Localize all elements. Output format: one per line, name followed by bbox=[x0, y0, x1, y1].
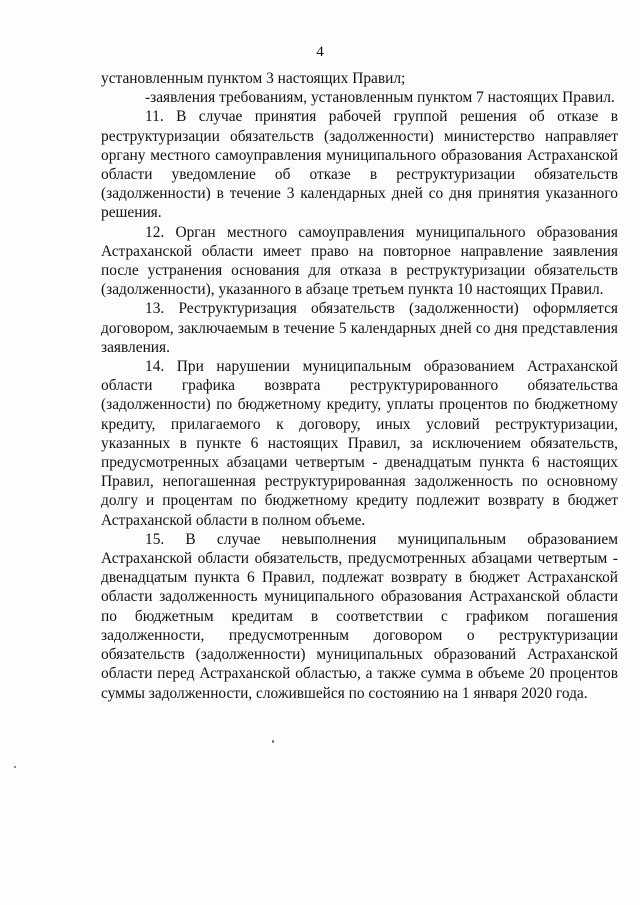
paragraph-item-15: 15. В случае невыполнения муниципальным образованием Астраханской области обязательств, предусмотренных абзацами четвертым - двенадцатым пункта 6 Правил, подлежат возврату в бюджет Астраханской области задолженность муниципального образования Астраханской области по бюджетным кредитам в соответствии с графиком погашения задолженности, предусмотренным договором о реструктуризации обязательств (задолженности) муниципальных образований Астраханской области перед Астраханской областью, а также сумма в объеме 20 процентов суммы задолженности, сложившейся по состоянию на 1 января 2020 года. bbox=[101, 530, 618, 702]
paragraph-continuation: установленным пунктом 3 настоящих Правил; bbox=[101, 70, 406, 87]
paragraph-item-11: 11. В случае принятия рабочей группой решения об отказе в реструктуризации обязательств (задолженности) министерство направляет органу местного самоуправления муниципального образования Астраханской области уведомление об отказе в реструктуризации обязательств (задолженности) в течение 3 календарных дней со дня принятия указанного решения. bbox=[101, 108, 618, 222]
scan-speck bbox=[14, 766, 16, 768]
page-number: 4 bbox=[316, 44, 324, 60]
scan-speck bbox=[272, 740, 274, 743]
paragraph-item-12: 12. Орган местного самоуправления муниципального образования Астраханской области имеет право на повторное направление заявления после устранения основания для отказа в реструктуризации обязательств (задолженности), указанного в абзаце третьем пункта 10 настоящих Правил. bbox=[101, 223, 618, 299]
paragraph-list-item: -заявления требованиям, установленным пунктом 7 настоящих Правил. bbox=[145, 89, 615, 107]
document-body bbox=[101, 69, 618, 703]
paragraph-item-14: 14. При нарушении муниципальным образованием Астраханской области графика возврата реструктурированного обязательства (задолженности) по бюджетному кредиту, уплаты процентов по бюджетному кредиту, прилагаемого к договору, иных условий реструктуризации, указанных в пункте 6 настоящих Правил, за исключением обязательств, предусмотренных абзацами четвертым - двенадцатым пункта 6 настоящих Правил, непогашенная реструктурированная задолженность по основному долгу и процентам по бюджетному кредиту подлежит возврату в бюджет Астраханской области в полном объеме. bbox=[101, 358, 618, 529]
paragraph-item-13: 13. Реструктуризация обязательств (задолженности) оформляется договором, заключаемым в течение 5 календарных дней со дня представления заявления. bbox=[101, 300, 618, 356]
